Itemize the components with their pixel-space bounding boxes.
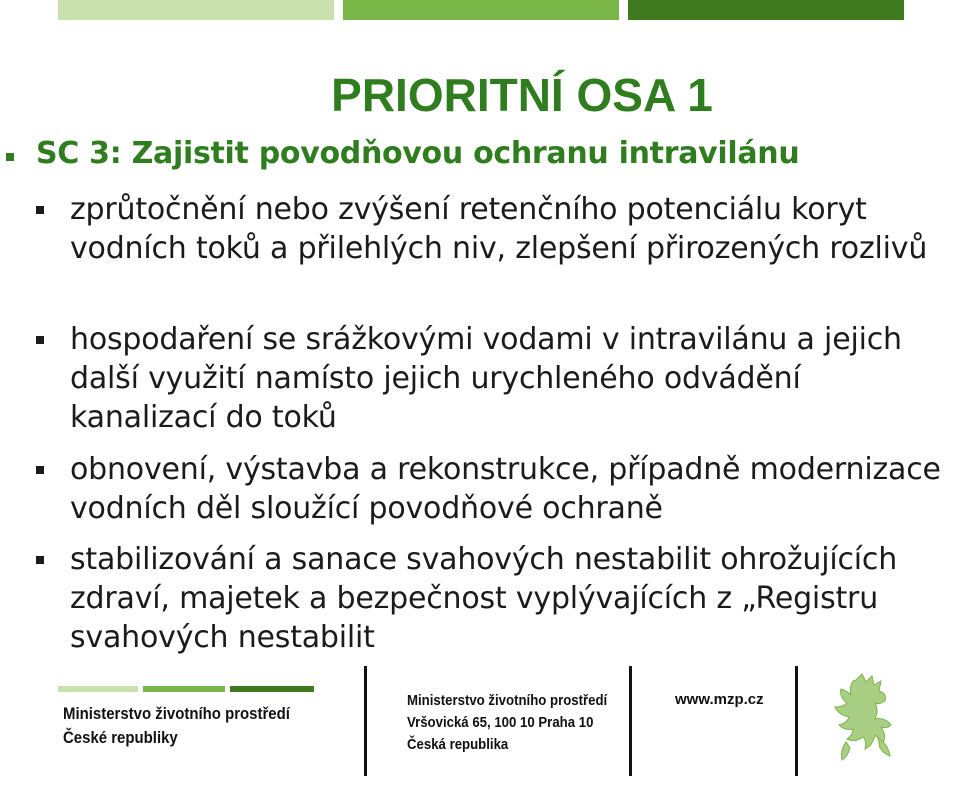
footer-divider — [364, 666, 367, 776]
logo-line-2: České republiky — [63, 728, 178, 747]
czech-lion-icon — [826, 672, 906, 776]
footer-divider — [629, 666, 632, 776]
top-stripe-mid — [343, 0, 619, 20]
bullet-icon — [36, 336, 44, 344]
slide-title: PRIORITNÍ OSA 1 — [331, 69, 713, 121]
website-link[interactable]: www.mzp.cz — [675, 691, 764, 708]
footer-stripe-light — [58, 686, 138, 692]
list-item-text: obnovení, výstavba a rekonstrukce, případně modernizace vodních děl sloužící povodňové ochraně — [70, 452, 941, 526]
list-item-text: zprůtočnění nebo zvýšení retenčního potenciálu koryt vodních toků a přilehlých niv, zlepšení přirozených rozlivů — [70, 192, 928, 266]
logo-line-1: Ministerstvo životního prostředí — [63, 704, 290, 723]
list-item-text: stabilizování a sanace svahových nestabilit ohrožujících zdraví, majetek a bezpečnost vyplývajících z „Registru svahových nestabilit — [70, 542, 898, 655]
bullet-icon — [36, 206, 44, 214]
top-stripe-dark — [628, 0, 904, 20]
list-item-text: hospodaření se srážkovými vodami v intravilánu a jejich další využití namísto jejich urychleného odvádění kanalizací do toků — [70, 322, 902, 435]
address-line-2: Vršovická 65, 100 10 Praha 10 — [407, 714, 594, 731]
top-stripe-light — [58, 0, 334, 20]
bullet-icon — [6, 153, 14, 161]
address-line-1: Ministerstvo životního prostředí — [407, 692, 608, 709]
ministry-address — [407, 690, 607, 756]
specific-objective-text: SC 3: Zajistit povodňovou ochranu intravilánu — [36, 136, 800, 171]
bullet-icon — [36, 556, 44, 564]
footer-stripe-mid — [143, 686, 225, 692]
footer-divider — [795, 666, 798, 776]
address-line-3: Česká republika — [407, 736, 509, 753]
bullet-icon — [36, 466, 44, 474]
footer-stripe-dark — [230, 686, 314, 692]
ministry-logo-text — [63, 702, 290, 750]
